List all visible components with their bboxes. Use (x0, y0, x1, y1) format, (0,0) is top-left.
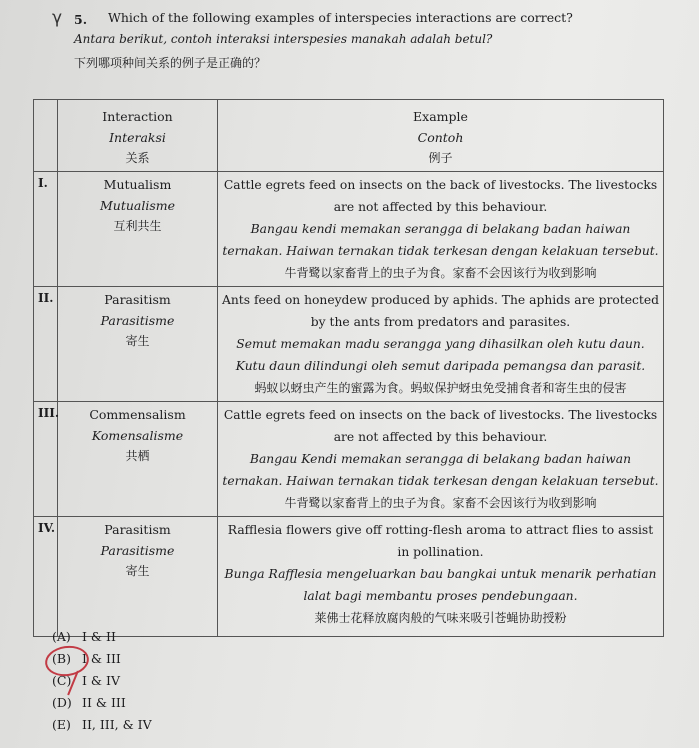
option-label: (C) (52, 673, 72, 688)
option-text: I & III (82, 651, 121, 666)
example-ms: Bunga Rafflesia mengeluarkan bau bangkai untuk menarik perhatian lalat bagi membantu proses pendebungaan. (224, 567, 657, 603)
table-header-row (34, 100, 664, 172)
header-interaction-en: Interaction (102, 109, 173, 124)
answer-options (52, 626, 152, 736)
option-b[interactable] (52, 648, 152, 670)
interaction-zh: 互利共生 (113, 219, 162, 233)
row-number-cell (34, 172, 58, 287)
example-zh: 莱佛士花释放腐肉般的气味来吸引苍蝇协助授粉 (314, 611, 567, 625)
option-label: (A) (52, 629, 71, 644)
example-ms: Bangau Kendi memakan serangga di belakang badan haiwan ternakan. Haiwan ternakan tidak terkesan dengan kelakuan tersebut. (222, 452, 659, 488)
header-interaction-zh: 关系 (125, 151, 150, 165)
table-row (34, 517, 664, 637)
interaction-en: Commensalism (89, 407, 186, 422)
example-cell (218, 287, 664, 402)
interaction-zh: 寄生 (125, 334, 150, 348)
example-en: Ants feed on honeydew produced by aphids. The aphids are protected by the ants from predators and parasites. (222, 293, 660, 329)
row-number: IV. (38, 521, 56, 535)
option-label: (E) (52, 717, 71, 732)
interaction-cell (58, 172, 218, 287)
option-label: (B) (52, 651, 71, 666)
interaction-cell (58, 287, 218, 402)
example-cell (218, 172, 664, 287)
example-cell (218, 402, 664, 517)
interaction-ms: Parasitisme (100, 543, 175, 558)
example-en: Cattle egrets feed on insects on the back of livestocks. The livestocks are not affected by this behaviour. (223, 408, 658, 444)
header-interaction-ms: Interaksi (109, 130, 166, 145)
interaction-cell (58, 517, 218, 637)
example-en: Rafflesia flowers give off rotting-flesh aroma to attract flies to assist in pollination. (227, 523, 654, 559)
option-label: (D) (52, 695, 72, 710)
option-a[interactable] (52, 626, 152, 648)
question-number: 5. (74, 12, 88, 27)
header-example-en: Example (413, 109, 468, 124)
row-number: II. (38, 291, 54, 305)
interaction-ms: Parasitisme (100, 313, 175, 328)
interaction-cell (58, 402, 218, 517)
interaction-zh: 共栖 (125, 449, 150, 463)
example-ms: Bangau kendi memakan serangga di belakang badan haiwan ternakan. Haiwan ternakan tidak terkesan dengan kelakuan tersebut. (222, 222, 659, 258)
option-text: II & III (82, 695, 126, 710)
question-text-malay: Antara berikut, contoh interaksi interspesies manakah adalah betul? (74, 32, 493, 46)
header-example-zh: 例子 (428, 151, 453, 165)
option-text: I & IV (82, 673, 120, 688)
option-text: I & II (82, 629, 116, 644)
header-number-cell (34, 100, 58, 172)
example-en: Cattle egrets feed on insects on the back of livestocks. The livestocks are not affected by this behaviour. (223, 178, 658, 214)
option-text: II, III, & IV (82, 717, 152, 732)
interaction-ms: Komensalisme (91, 428, 184, 443)
row-number-cell (34, 287, 58, 402)
interactions-table (33, 99, 664, 637)
handwritten-mark: γ (52, 8, 63, 28)
header-example-cell (218, 100, 664, 172)
example-zh: 牛背鹭以家畜背上的虫子为食。家畜不会因该行为收到影响 (284, 496, 597, 510)
interaction-ms: Mutualisme (99, 198, 176, 213)
table-row (34, 172, 664, 287)
table-row (34, 287, 664, 402)
interaction-en: Parasitism (104, 522, 171, 537)
row-number: I. (38, 176, 48, 190)
row-number: III. (38, 406, 60, 420)
row-number-cell (34, 402, 58, 517)
header-interaction-cell (58, 100, 218, 172)
interaction-en: Parasitism (104, 292, 171, 307)
question-text-chinese: 下列哪项种间关系的例子是正确的？ (74, 56, 267, 70)
example-zh: 蚂蚁以蚜虫产生的蜜露为食。蚂蚁保护蚜虫免受捕食者和寄生虫的侵害 (254, 381, 627, 395)
option-c[interactable] (52, 670, 152, 692)
row-number-cell (34, 517, 58, 637)
table-row (34, 402, 664, 517)
interaction-zh: 寄生 (125, 564, 150, 578)
question-text-english: Which of the following examples of interspecies interactions are correct? (108, 10, 573, 25)
option-d[interactable] (52, 692, 152, 714)
header-example-ms: Contoh (417, 130, 464, 145)
example-zh: 牛背鹭以家畜背上的虫子为食。家畜不会因该行为收到影响 (284, 266, 597, 280)
example-cell (218, 517, 664, 637)
example-ms: Semut memakan madu serangga yang dihasilkan oleh kutu daun. Kutu daun dilindungi oleh semut daripada pemangsa dan parasit. (235, 337, 646, 373)
option-e[interactable] (52, 714, 152, 736)
interaction-en: Mutualism (103, 177, 172, 192)
